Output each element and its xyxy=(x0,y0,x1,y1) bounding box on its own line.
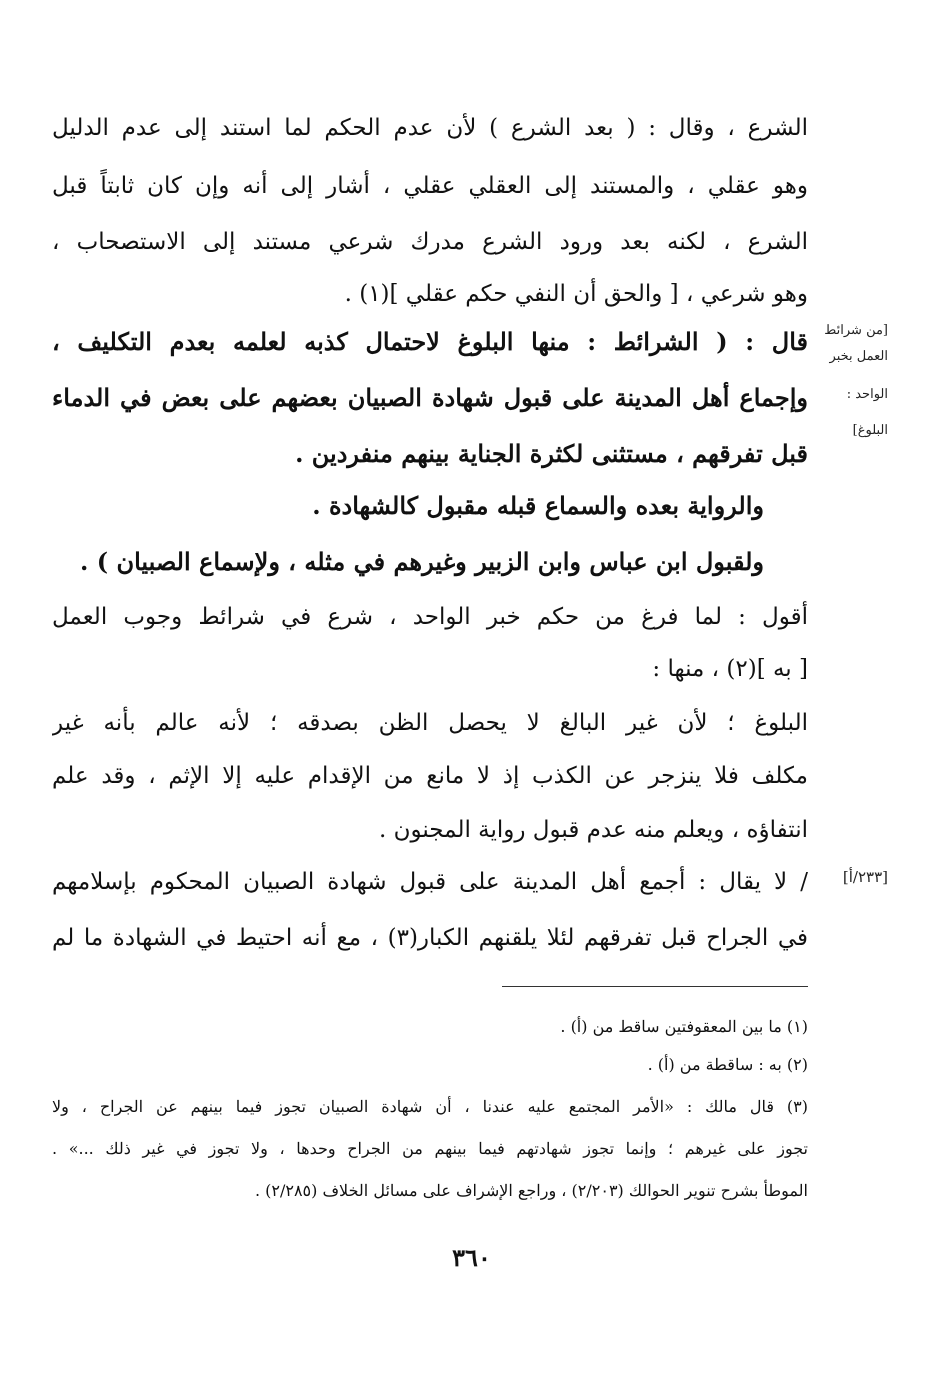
footnote-separator xyxy=(502,986,808,987)
margin-topic-line-2: العمل بخبر xyxy=(829,349,888,364)
footnote-1: (١) ما بين المعقوفتين ساقط من (أ) . xyxy=(560,1017,808,1036)
footnote-2: (٢) به : ساقطة من (أ) . xyxy=(647,1055,808,1074)
footnote-3-line-2: تجوز على غيرهم ؛ وإنما تجوز شهادتهم فيما بينهم من الجراح وحدها ، ولا تجوز في غير ذلك ...» . xyxy=(52,1139,808,1158)
matn-line-1: قال : ( الشرائط : منها البلوغ لاحتمال كذبه لعلمه بعدم التكليف ، xyxy=(52,327,808,356)
commentary-line-6: / لا يقال : أجمع أهل المدينة على قبول شهادة الصبيان المحكوم بإسلامهم xyxy=(52,869,808,895)
text-line-3: الشرع ، لكنه بعد ورود الشرع مدرك شرعي مستند إلى الاستصحاب ، xyxy=(52,229,808,255)
commentary-line-4: مكلف فلا ينزجر عن الكذب إذ لا مانع من الإقدام عليه إلا الإثم ، وقد علم xyxy=(52,763,808,789)
footnote-3-line-1: (٣) قال مالك : «الأمر المجتمع عليه عندنا ، أن شهادة الصبيان تجوز فيما بينهم عن الجراح ، ولا xyxy=(52,1097,808,1116)
commentary-line-7: في الجراح قبل تفرقهم لئلا يلقنهم الكبار(٣) ، مع أنه احتيط في الشهادة ما لم xyxy=(52,925,808,951)
footnote-3-line-3: الموطأ بشرح تنوير الحوالك (٢/٢٠٣) ، وراجع الإشراف على مسائل الخلاف (٢/٢٨٥) . xyxy=(254,1181,808,1200)
commentary-line-3: البلوغ ؛ لأن غير البالغ لا يحصل الظن بصدقه ؛ لأنه عالم بأنه غير xyxy=(52,710,808,736)
commentary-line-1: أقول : لما فرغ من حكم خبر الواحد ، شرع في شرائط وجوب العمل xyxy=(52,604,808,630)
commentary-line-2: [ به ](٢) ، منها : xyxy=(652,656,808,682)
margin-topic-line-3: الواحد : xyxy=(846,387,888,402)
text-line-1: الشرع ، وقال : ( بعد الشرع ) لأن عدم الحكم لما استند إلى عدم الدليل xyxy=(52,115,808,141)
text-line-2: وهو عقلي ، والمستند إلى العقلي عقلي ، أشار إلى أنه وإن كان ثابتاً قبل xyxy=(52,173,808,199)
page-number: ٣٦٠ xyxy=(452,1243,491,1272)
commentary-line-5: انتفاؤه ، ويعلم منه عدم قبول رواية المجنون . xyxy=(378,817,808,843)
margin-topic-line-1: [من شرائط xyxy=(824,323,888,338)
matn-line-5: ولقبول ابن عباس وابن الزبير وغيرهم في مثله ، ولإسماع الصبيان ) . xyxy=(80,547,764,576)
margin-topic-line-4: البلوغ] xyxy=(852,423,888,438)
text-line-4: وهو شرعي ، [ والحق أن النفي حكم عقلي ](١) . xyxy=(344,281,808,307)
matn-line-3: قبل تفرقهم ، مستثنى لكثرة الجناية بينهم منفردين . xyxy=(295,439,808,468)
matn-line-2: وإجماع أهل المدينة على قبول شهادة الصبيان بعضهم على بعض في الدماء xyxy=(52,383,808,412)
margin-folio-marker: [٢٣٣/أ] xyxy=(842,868,888,886)
matn-line-4: والرواية بعده والسماع قبله مقبول كالشهادة . xyxy=(312,491,764,520)
